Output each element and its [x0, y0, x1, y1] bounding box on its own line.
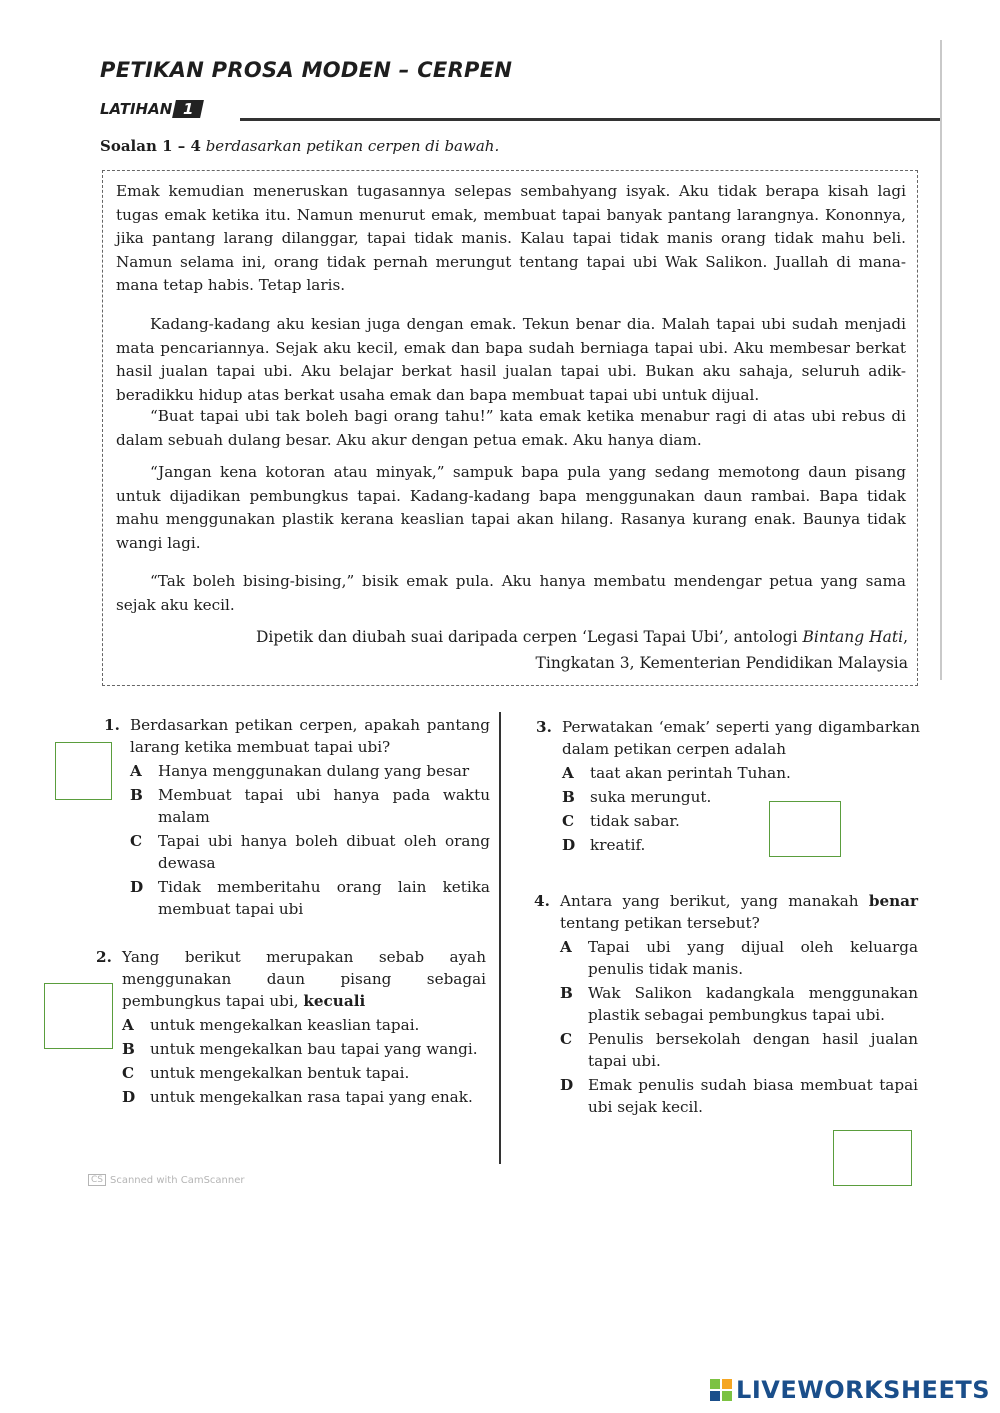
option-text: Tapai ubi hanya boleh dibuat oleh orang dewasa [158, 832, 490, 872]
question-3-option-c [536, 810, 920, 832]
question-3-number: 3. [536, 718, 552, 736]
option-text: Emak penulis sudah biasa membuat tapai ubi sejak kecil. [588, 1076, 918, 1116]
scanner-watermark [88, 1174, 245, 1186]
answer-box-q1[interactable] [55, 742, 112, 800]
camscanner-badge: CS [88, 1174, 106, 1186]
question-3-option-d [536, 834, 920, 856]
camscanner-text: Scanned with CamScanner [110, 1174, 245, 1186]
option-letter: C [560, 1030, 573, 1048]
option-letter: D [122, 1088, 136, 1106]
question-2-stem-text: Yang berikut merupakan sebab ayah menggunakan daun pisang sebagai pembungkus tapai ubi, [122, 948, 486, 1010]
question-1-option-b [104, 784, 490, 828]
option-letter: D [560, 1076, 574, 1094]
passage-paragraph-5-text: “Tak boleh bising-bising,” bisik emak pula. Aku hanya membatu mendengar petua yang sama sejak aku kecil. [116, 572, 906, 614]
option-text: taat akan perintah Tuhan. [590, 764, 791, 782]
instructions-text: berdasarkan petikan cerpen di bawah. [205, 137, 500, 155]
option-letter: B [130, 786, 143, 804]
question-4-stem-bold: benar [868, 892, 918, 910]
question-1-option-c [104, 830, 490, 874]
passage-paragraph-5 [116, 570, 906, 617]
option-text: Tidak memberitahu orang lain ketika membuat tapai ubi [158, 878, 490, 918]
credit-suffix: , [903, 628, 908, 646]
question-4 [534, 890, 918, 1118]
option-text: Membuat tapai ubi hanya pada waktu malam [158, 786, 490, 826]
question-1-stem: Berdasarkan petikan cerpen, apakah pantang larang ketika membuat tapai ubi? [130, 716, 490, 756]
option-text: tidak sabar. [590, 812, 680, 830]
passage-credit-line-2: Tingkatan 3, Kementerian Pendidikan Malaysia [535, 654, 908, 672]
option-text: suka merungut. [590, 788, 712, 806]
question-2-option-d [96, 1086, 486, 1108]
answer-box-q2[interactable] [44, 983, 113, 1049]
question-4-stem-after: tentang petikan tersebut? [560, 914, 760, 932]
liveworksheets-brand[interactable] [710, 1376, 990, 1404]
question-1-number: 1. [104, 716, 120, 734]
option-letter: C [122, 1064, 135, 1082]
option-letter: B [122, 1040, 135, 1058]
option-text: untuk mengekalkan keaslian tapai. [150, 1016, 420, 1034]
option-letter: A [560, 938, 572, 956]
page-title: PETIKAN PROSA MODEN – CERPEN [100, 58, 513, 82]
instructions [100, 137, 499, 155]
question-3-stem: Perwatakan ‘emak’ seperti yang digambarkan dalam petikan cerpen adalah [562, 718, 920, 758]
option-letter: B [562, 788, 575, 806]
question-2-option-a [96, 1014, 486, 1036]
option-text: Hanya menggunakan dulang yang besar [158, 762, 470, 780]
question-1-option-a [104, 760, 490, 782]
answer-box-q3[interactable] [769, 801, 841, 857]
question-3 [536, 716, 920, 856]
column-divider [499, 712, 501, 1164]
latihan-heading [100, 100, 203, 118]
instructions-range: Soalan 1 – 4 [100, 137, 201, 155]
option-letter: C [562, 812, 575, 830]
latihan-number: 1 [172, 100, 204, 118]
question-4-stem-text: Antara yang berikut, yang manakah [560, 892, 859, 910]
option-letter: A [122, 1016, 134, 1034]
credit-anthology-title: Bintang Hati [802, 628, 904, 646]
answer-box-q4[interactable] [833, 1130, 912, 1186]
option-text: Penulis bersekolah dengan hasil jualan tapai ubi. [588, 1030, 918, 1070]
option-text: untuk mengekalkan bentuk tapai. [150, 1064, 410, 1082]
question-1 [104, 714, 490, 920]
passage-paragraph-4 [116, 461, 906, 555]
option-letter: A [562, 764, 574, 782]
question-4-option-d [534, 1074, 918, 1118]
option-text: Wak Salikon kadangkala menggunakan plastik sebagai pembungkus tapai ubi. [588, 984, 918, 1024]
option-letter: D [562, 836, 576, 854]
question-3-option-a [536, 762, 920, 784]
passage-paragraph-1 [116, 180, 906, 298]
question-2-option-c [96, 1062, 486, 1084]
option-text: untuk mengekalkan bau tapai yang wangi. [150, 1040, 478, 1058]
option-letter: A [130, 762, 142, 780]
question-3-option-b [536, 786, 920, 808]
option-letter: C [130, 832, 143, 850]
page-edge-line [940, 40, 942, 680]
passage-paragraph-3 [116, 405, 906, 452]
passage-paragraph-4-text: “Jangan kena kotoran atau minyak,” sampuk bapa pula yang sedang memotong daun pisang untuk dijadikan pembungkus tapai. Kadang-kadang bapa menggunakan daun rambai. Bapa tidak mahu menggunakan plastik kerana keaslian tapai akan hilang. Rasanya kurang enak. Baunya tidak wangi lagi. [116, 463, 906, 552]
question-2-stem-bold: kecuali [303, 992, 366, 1010]
question-4-option-a [534, 936, 918, 980]
option-text: kreatif. [590, 836, 646, 854]
passage-paragraph-3-text: “Buat tapai ubi tak boleh bagi orang tahu!” kata emak ketika menabur ragi di atas ubi rebus di dalam sebuah dulang besar. Aku akur dengan petua emak. Aku hanya diam. [116, 407, 906, 449]
heading-divider [240, 118, 940, 121]
question-4-stem [560, 890, 918, 934]
question-2 [96, 946, 486, 1108]
question-4-option-b [534, 982, 918, 1026]
question-2-stem [122, 946, 486, 1012]
option-text: Tapai ubi yang dijual oleh keluarga penulis tidak manis. [588, 938, 918, 978]
passage-credit-line-1 [188, 628, 908, 646]
option-text: untuk mengekalkan rasa tapai yang enak. [150, 1088, 473, 1106]
liveworksheets-logo-icon [710, 1379, 732, 1401]
liveworksheets-wordmark: LIVEWORKSHEETS [736, 1376, 990, 1404]
latihan-label: LATIHAN [100, 100, 173, 118]
credit-prefix: Dipetik dan diubah suai daripada cerpen ‘Legasi Tapai Ubi’, antologi [255, 628, 798, 646]
question-4-number: 4. [534, 892, 550, 910]
passage-paragraph-1-text: Emak kemudian meneruskan tugasannya selepas sembahyang isyak. Aku tidak berapa kisah lagi tugas emak ketika itu. Namun menurut emak, membuat tapai banyak pantang larangnya. Kononnya, jika pantang larang dilanggar, tapai tidak manis. Kalau tapai tidak manis orang tidak mahu beli. Namun selama ini, orang tidak pernah merungut tentang tapai ubi Wak Salikon. Juallah di mana-mana tetap habis. Tetap laris. [116, 182, 906, 294]
passage-paragraph-2-text: Kadang-kadang aku kesian juga dengan emak. Tekun benar dia. Malah tapai ubi sudah menjadi mata pencariannya. Sejak aku kecil, emak dan bapa sudah berniaga tapai ubi. Aku membesar berkat hasil jualan tapai ubi. Aku belajar berkat hasil jualan tapai ubi. Bukan aku sahaja, seluruh adik-beradikku hidup atas berkat usaha emak dan bapa membuat tapai ubi untuk dijual. [116, 315, 906, 404]
question-2-option-b [96, 1038, 486, 1060]
question-4-option-c [534, 1028, 918, 1072]
passage-paragraph-2 [116, 313, 906, 407]
option-letter: D [130, 878, 144, 896]
question-2-number: 2. [96, 948, 112, 966]
question-1-option-d [104, 876, 490, 920]
option-letter: B [560, 984, 573, 1002]
